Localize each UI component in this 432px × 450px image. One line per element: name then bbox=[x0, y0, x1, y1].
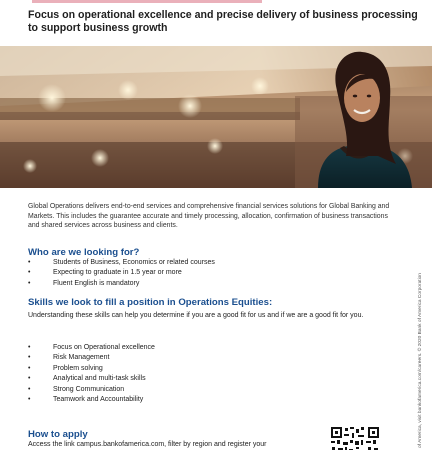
skills-intro: Understanding these skills can help you determine if you are a good fit for us and if we are a good fit for you. bbox=[28, 312, 364, 319]
list-item-text: Focus on Operational excellence bbox=[53, 344, 155, 351]
requirements-list bbox=[28, 258, 215, 289]
skills-heading: Skills we look to fill a position in Operations Equities: bbox=[28, 297, 273, 308]
list-item bbox=[28, 374, 155, 384]
hero-photo bbox=[0, 46, 432, 188]
list-item-text: Analytical and multi-task skills bbox=[53, 375, 146, 383]
list-item bbox=[28, 343, 155, 353]
list-item-text: Risk Management bbox=[53, 354, 110, 362]
bullet-icon: • bbox=[28, 396, 31, 404]
bullet-icon: • bbox=[28, 375, 31, 383]
bullet-icon: • bbox=[28, 279, 31, 287]
list-item bbox=[28, 279, 215, 289]
list-item-text: Problem solving bbox=[53, 364, 103, 372]
list-item-text: Students of Business, Economics or related courses bbox=[53, 259, 215, 266]
intro-paragraph: Global Operations delivers end-to-end services and comprehensive financial services solutions for Global Banking and Markets. This includes the guarantee accurate and timely processing, allocation, confirmation of business transactions and shared services across business and clients. bbox=[28, 203, 390, 230]
top-strip bbox=[0, 0, 432, 6]
list-item bbox=[28, 268, 215, 278]
bullet-icon: • bbox=[28, 269, 31, 277]
side-footnote: of America, visit bankofamerica.com/careers. © 2020 Bank of America Corporation bbox=[418, 273, 423, 448]
list-item bbox=[28, 385, 155, 395]
apply-text: Access the link campus.bankofamerica.com, filter by region and register your bbox=[28, 441, 267, 448]
bullet-icon: • bbox=[28, 259, 31, 266]
headline: Focus on operational excellence and precise delivery of business processing to support business growth bbox=[28, 9, 418, 34]
apply-heading: How to apply bbox=[28, 429, 88, 440]
list-item bbox=[28, 395, 155, 405]
top-accent-line bbox=[32, 0, 262, 3]
qr-code-icon[interactable] bbox=[330, 426, 380, 450]
bullet-icon: • bbox=[28, 354, 31, 362]
list-item-text: Expecting to graduate in 1.5 year or more bbox=[53, 269, 182, 277]
bullet-icon: • bbox=[28, 364, 31, 372]
skills-list bbox=[28, 343, 155, 405]
bullet-icon: • bbox=[28, 385, 31, 393]
hero-photo-illustration bbox=[0, 46, 432, 188]
who-heading: Who are we looking for? bbox=[28, 247, 140, 258]
bullet-icon: • bbox=[28, 344, 31, 351]
list-item bbox=[28, 364, 155, 374]
list-item bbox=[28, 258, 215, 268]
list-item bbox=[28, 353, 155, 363]
list-item-text: Strong Communication bbox=[53, 385, 125, 393]
list-item-text: Teamwork and Accountability bbox=[53, 396, 144, 404]
list-item-text: Fluent English is mandatory bbox=[53, 279, 140, 287]
